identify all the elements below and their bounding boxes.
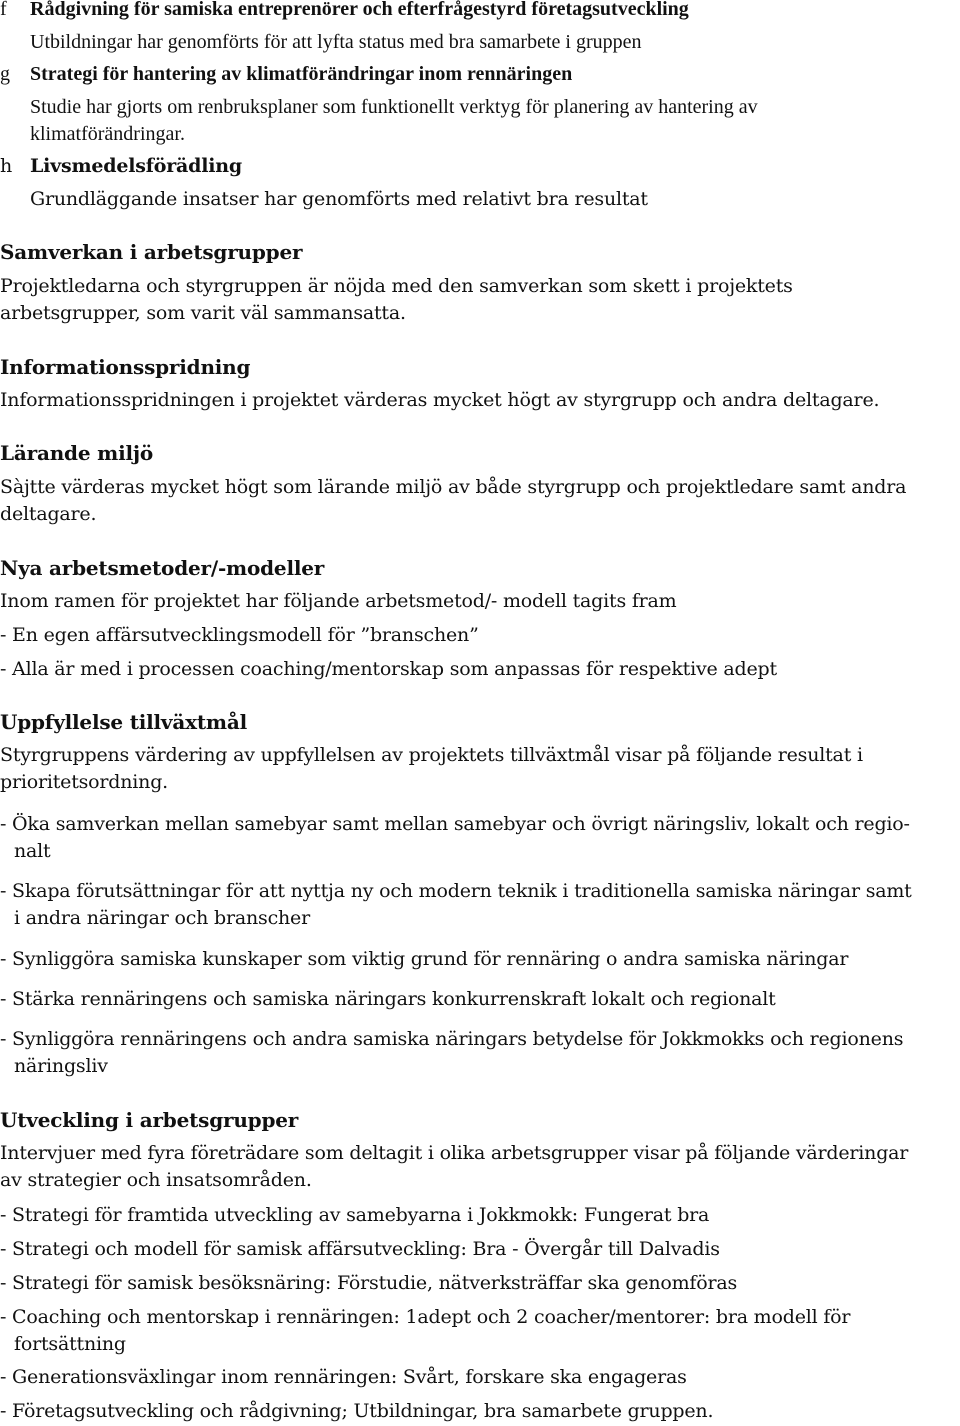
paragraph-line: Inom ramen för projektet har följande arbetsmetod/- modell tagits fram <box>0 590 677 612</box>
bullet-item: - Stärka rennäringens och samiska näringars konkurrenskraft lokalt och regionalt <box>0 988 776 1010</box>
section-heading: Lärande miljö <box>0 441 154 465</box>
list-letter: f <box>0 0 7 20</box>
list-item-text: Utbildningar har genomförts för att lyfta status med bra samarbete i gruppen <box>30 31 642 53</box>
bullet-item: - Strategi för samisk besöksnäring: Förstudie, nätverksträffar ska genomföras <box>0 1272 738 1294</box>
list-item-title: Strategi för hantering av klimatförändringar inom rennäringen <box>30 63 573 85</box>
bullet-item: - En egen affärsutvecklingsmodell för ”branschen” <box>0 624 479 646</box>
bullet-item: - Skapa förutsättningar för att nyttja ny och modern teknik i traditionella samiska näringar samt <box>0 880 912 902</box>
bullet-item-continuation: i andra näringar och branscher <box>14 907 310 929</box>
paragraph-line: Sàjtte värderas mycket högt som lärande miljö av både styrgrupp och projektledare samt andra <box>0 476 907 498</box>
bullet-item: - Coaching och mentorskap i rennäringen: 1adept och 2 coacher/mentorer: bra modell för <box>0 1306 851 1328</box>
bullet-item: - Strategi och modell för samisk affärsutveckling: Bra - Övergår till Dalvadis <box>0 1238 720 1260</box>
paragraph-line: Intervjuer med fyra företrädare som deltagit i olika arbetsgrupper visar på följande värderingar <box>0 1142 909 1164</box>
list-item-title: Rådgivning för samiska entreprenörer och efterfrågestyrd företagsutveckling <box>30 0 689 20</box>
section-heading: Informationsspridning <box>0 355 251 379</box>
bullet-item: - Företagsutveckling och rådgivning; Utbildningar, bra samarbete gruppen. <box>0 1400 714 1422</box>
bullet-item: - Strategi för framtida utveckling av samebyarna i Jokkmokk: Fungerat bra <box>0 1204 710 1226</box>
list-letter: h <box>0 155 13 177</box>
bullet-item-continuation: fortsättning <box>14 1333 126 1355</box>
list-item-title: Livsmedelsförädling <box>30 155 242 177</box>
bullet-item: - Generationsväxlingar inom rennäringen: Svårt, forskare ska engageras <box>0 1366 687 1388</box>
section-heading: Samverkan i arbetsgrupper <box>0 240 303 264</box>
list-item-text: Grundläggande insatser har genomförts med relativt bra resultat <box>30 188 648 210</box>
bullet-item: - Alla är med i processen coaching/mentorskap som anpassas för respektive adept <box>0 658 777 680</box>
paragraph-line: av strategier och insatsområden. <box>0 1169 312 1191</box>
section-heading: Uppfyllelse tillväxtmål <box>0 710 247 734</box>
section-heading: Nya arbetsmetoder/-modeller <box>0 556 325 580</box>
paragraph-line: deltagare. <box>0 503 97 525</box>
paragraph-line: Informationsspridningen i projektet värderas mycket högt av styrgrupp och andra deltagare. <box>0 389 880 411</box>
bullet-item-continuation: nalt <box>14 840 51 862</box>
list-letter: g <box>0 63 10 85</box>
bullet-item: - Öka samverkan mellan samebyar samt mellan samebyar och övrigt näringsliv, lokalt och regio- <box>0 813 910 835</box>
bullet-item-continuation: näringsliv <box>14 1055 108 1077</box>
list-item-text: klimatförändringar. <box>30 123 185 145</box>
paragraph-line: arbetsgrupper, som varit väl sammansatta. <box>0 302 406 324</box>
paragraph-line: Styrgruppens värdering av uppfyllelsen av projektets tillväxtmål visar på följande resultat i <box>0 744 863 766</box>
bullet-item: - Synliggöra rennäringens och andra samiska näringars betydelse för Jokkmokks och regionens <box>0 1028 904 1050</box>
paragraph-line: prioritetsordning. <box>0 771 169 793</box>
paragraph-line: Projektledarna och styrgruppen är nöjda med den samverkan som skett i projektets <box>0 275 793 297</box>
section-heading: Utveckling i arbetsgrupper <box>0 1108 299 1132</box>
bullet-item: - Synliggöra samiska kunskaper som viktig grund för rennäring o andra samiska näringar <box>0 948 849 970</box>
list-item-text: Studie har gjorts om renbruksplaner som funktionellt verktyg för planering av hantering av <box>30 96 758 118</box>
